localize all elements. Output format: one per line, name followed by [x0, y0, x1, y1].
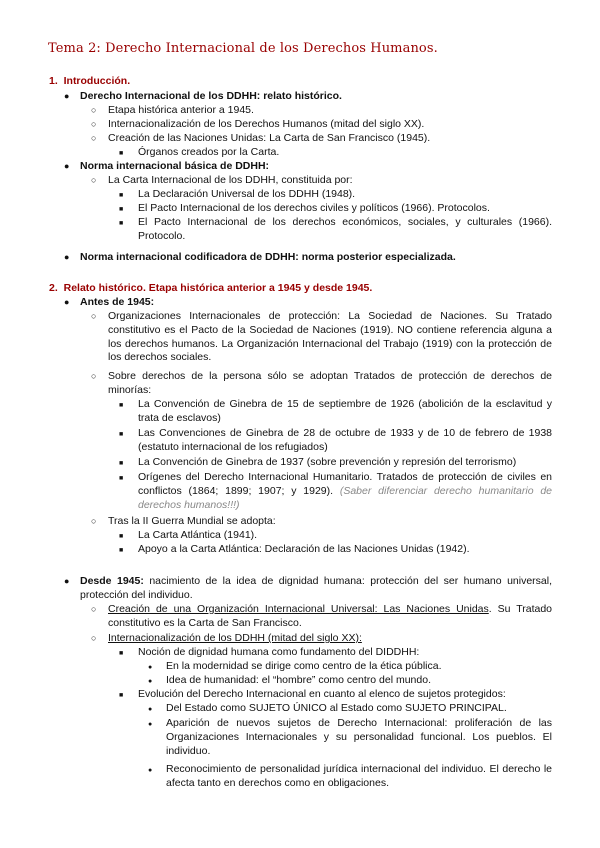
bullet: ○ — [91, 119, 97, 129]
list-item: El Pacto Internacional de los derechos económicos, sociales, y culturales (1966). Protocolo. — [138, 216, 552, 242]
list-item: Creación de una Organización Internacional Universal: Las Naciones Unidas. Su Tratado constitutivo es la Carta de San Francisco. — [108, 603, 553, 629]
list-item: Internacionalización de los Derechos Humanos (mitad del siglo XX). — [108, 118, 425, 130]
bullet: ■ — [119, 533, 124, 540]
bullet: ○ — [91, 133, 97, 143]
section-heading-2: 2. Relato histórico. Etapa histórica anterior a 1945 y desde 1945. — [49, 282, 373, 294]
list-item: Apoyo a la Carta Atlántica: Declaración de las Naciones Unidas (1942). — [138, 543, 470, 555]
list-item: La Convención de Ginebra de 15 de septiembre de 1926 (abolición de la esclavitud y trata de esclavos) — [138, 398, 552, 424]
bullet: ■ — [119, 650, 124, 657]
bullet: ● — [148, 767, 153, 774]
section-heading-1: 1. Introducción. — [49, 75, 131, 87]
list-item: La Convención de Ginebra de 1937 (sobre prevención y represión del terrorismo) — [138, 456, 517, 468]
bullet: ■ — [119, 206, 124, 213]
list-item: En la modernidad se dirige como centro de la ética pública. — [166, 660, 442, 672]
list-item: Norma internacional codificadora de DDHH: norma posterior especializada. — [80, 251, 456, 263]
list-item: Organizaciones Internacionales de protección: La Sociedad de Naciones. Su Tratado constitutivo es el Pacto de la Sociedad de Naciones (1919). NO contiene referencia alguna a los derechos humanos. La Organización Internacional del Trabajo (1919) con la protección de los derechos sociales. — [108, 310, 552, 364]
list-item: Etapa histórica anterior a 1945. — [108, 104, 254, 116]
underlined-heading: Internacionalización de los DDHH (mitad del siglo XX): — [108, 632, 362, 644]
bullet: ■ — [119, 431, 124, 438]
bullet: ● — [64, 161, 70, 171]
bullet: ■ — [119, 150, 124, 157]
bullet: ● — [148, 678, 153, 685]
list-item: Antes de 1945: — [80, 296, 155, 308]
list-item: La Declaración Universal de los DDHH (1948). — [138, 188, 356, 200]
bullet: ● — [64, 297, 70, 307]
bullet: ■ — [119, 220, 124, 227]
list-item: Órganos creados por la Carta. — [138, 146, 280, 158]
list-item: Las Convenciones de Ginebra de 28 de octubre de 1933 y de 10 de febrero de 1938 (estatuto internacional de los refugiados) — [138, 427, 552, 453]
bullet: ○ — [91, 175, 97, 185]
bullet: ○ — [91, 604, 97, 614]
list-item: Orígenes del Derecho Internacional Humanitario. Tratados de protección de civiles en conflictos (1864; 1899; 1907; y 1929). (Saber diferenciar derecho humanitario de derechos humanos!!!) — [138, 471, 553, 511]
bullet: ● — [148, 721, 153, 728]
list-item: Del Estado como SUJETO ÚNICO al Estado como SUJETO PRINCIPAL. — [166, 702, 507, 714]
list-item: Reconocimiento de personalidad jurídica internacional del individuo. El derecho le afecta tanto en derechos como en obligaciones. — [166, 763, 552, 789]
list-item: El Pacto Internacional de los derechos civiles y políticos (1966). Protocolos. — [138, 202, 490, 214]
bullet: ● — [64, 576, 70, 586]
list-item: Aparición de nuevos sujetos de Derecho Internacional: proliferación de las Organizaciones Internacionales y su personalidad funcional. Los pueblos. El individuo. — [166, 717, 552, 757]
bullet: ○ — [91, 371, 97, 381]
bullet: ● — [148, 664, 153, 671]
bullet: ■ — [119, 692, 124, 699]
bullet: ■ — [119, 547, 124, 554]
document-title: Tema 2: Derecho Internacional de los Derechos Humanos. — [48, 41, 438, 56]
list-item: Norma internacional básica de DDHH: — [80, 160, 270, 172]
list-item: Sobre derechos de la persona sólo se adoptan Tratados de protección de derechos de minorías: — [108, 370, 552, 396]
bullet: ● — [64, 252, 70, 262]
list-item: La Carta Atlántica (1941). — [138, 529, 258, 541]
bullet: ○ — [91, 311, 97, 321]
list-item: Derecho Internacional de los DDHH: relato histórico. — [80, 90, 342, 102]
bullet: ■ — [119, 460, 124, 467]
bullet: ○ — [91, 633, 97, 643]
bullet: ● — [64, 91, 70, 101]
list-item: Evolución del Derecho Internacional en cuanto al elenco de sujetos protegidos: — [138, 688, 506, 700]
list-item: Desde 1945: nacimiento de la idea de dignidad humana: protección del ser humano universal, protección del individuo. — [80, 575, 553, 601]
list-item: La Carta Internacional de los DDHH, constituida por: — [108, 174, 353, 186]
bullet: ■ — [119, 475, 124, 482]
bullet: ○ — [91, 516, 97, 526]
list-item: Noción de dignidad humana como fundamento del DIDDHH: — [138, 646, 420, 658]
bullet: ○ — [91, 105, 97, 115]
bullet: ■ — [119, 402, 124, 409]
bullet: ● — [148, 706, 153, 713]
bullet: ■ — [119, 192, 124, 199]
list-item: Creación de las Naciones Unidas: La Carta de San Francisco (1945). — [108, 132, 431, 144]
study-note: (Saber diferenciar derecho humanitario de derechos humanos!!!) — [138, 484, 553, 511]
list-item: Idea de humanidad: el “hombre” como centro del mundo. — [166, 674, 431, 686]
list-item: Tras la II Guerra Mundial se adopta: — [108, 515, 276, 527]
underlined-heading: Creación de una Organización Internacional Universal: Las Naciones Unidas — [108, 603, 489, 615]
